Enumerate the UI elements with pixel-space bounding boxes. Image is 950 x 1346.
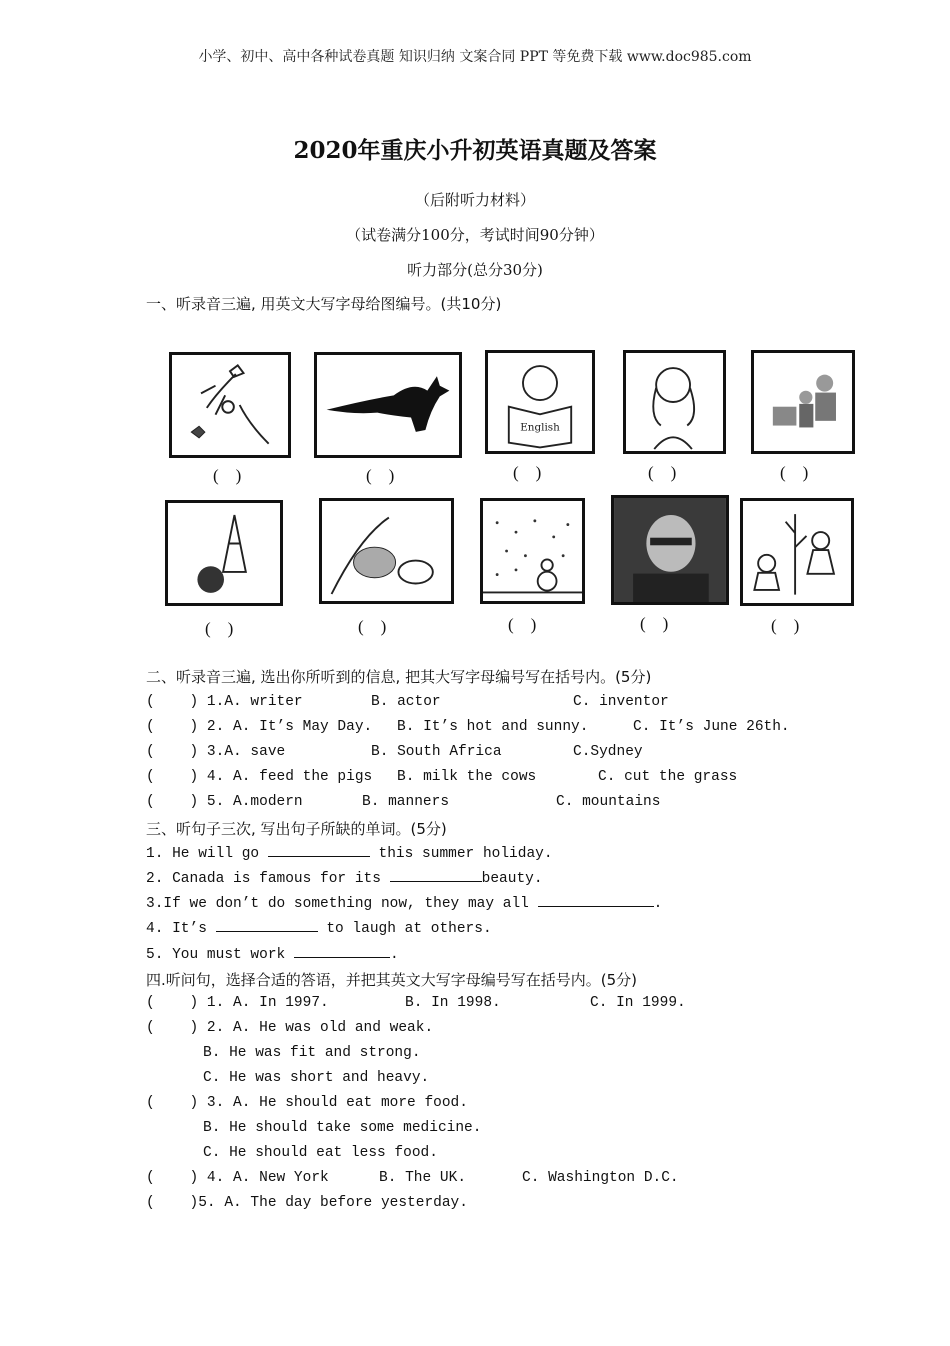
s2-q4-option-a: ( ) 4. A. feed the pigs [146, 769, 373, 785]
fill-blank[interactable] [390, 869, 482, 882]
s2-q5-option-a: ( ) 5. A.modern [146, 794, 303, 810]
s4-q3-option-c: C. He should eat less food. [203, 1145, 438, 1161]
s4-q3-option-b: B. He should take some medicine. [203, 1120, 482, 1136]
section4-heading: 四.听问句，选择合适的答语，并把其英文大写字母编号写在括号内。(5分) [146, 971, 638, 989]
s3-sentence-2: 2. Canada is famous for its beauty. [146, 871, 543, 887]
s2-q3-option-b: B. South Africa [371, 744, 502, 760]
section2-heading: 二、听录音三遍, 选出你所听到的信息, 把其大写字母编号写在括号内。(5分) [146, 668, 652, 686]
girl-reading-english-book-picture [485, 350, 595, 454]
answer-paren[interactable]: ( ) [640, 614, 669, 633]
kangaroo-picture [314, 352, 462, 458]
girl-thinking-picture [623, 350, 726, 454]
s4-q4-option-a: ( ) 4. A. New York [146, 1170, 329, 1186]
snowman-in-snow-picture [480, 498, 585, 604]
answer-paren[interactable]: ( ) [508, 615, 537, 634]
answer-paren[interactable]: ( ) [771, 616, 800, 635]
s3-sentence-3: 3.If we don’t do something now, they may all . [146, 896, 663, 912]
fill-blank[interactable] [216, 919, 318, 932]
section1-heading: 一、听录音三遍, 用英文大写字母给图编号。(共10分) [146, 295, 502, 313]
s4-q2-option-c: C. He was short and heavy. [203, 1070, 430, 1086]
s3-sentence-5: 5. You must work . [146, 947, 399, 963]
s2-q4-option-c: C. cut the grass [598, 769, 738, 785]
s2-q5-option-b: B. manners [362, 794, 450, 810]
s2-q1-option-b: B. actor [371, 694, 441, 710]
s2-q2-option-a: ( ) 2. A. It’s May Day. [146, 719, 373, 735]
answer-paren[interactable]: ( ) [780, 463, 809, 482]
answer-paren[interactable]: ( ) [205, 619, 234, 638]
people-at-bench-picture [751, 350, 855, 454]
s2-q1-option-c: C. inventor [573, 694, 669, 710]
fill-blank[interactable] [294, 945, 390, 958]
answer-paren[interactable]: ( ) [358, 617, 387, 636]
answer-paren[interactable]: ( ) [213, 466, 242, 485]
s4-q1-option-a: ( ) 1. A. In 1997. [146, 995, 329, 1011]
s4-q4-option-c: C. Washington D.C. [522, 1170, 679, 1186]
s4-q1-option-b: B. In 1998. [405, 995, 501, 1011]
eiffel-tower-boy-picture [165, 500, 283, 606]
s2-q3-option-c: C.Sydney [573, 744, 643, 760]
s3-sentence-4: 4. It’s to laugh at others. [146, 921, 492, 937]
s2-q2-option-b: B. It’s hot and sunny. [397, 719, 589, 735]
s4-q5-option-a: ( )5. A. The day before yesterday. [146, 1195, 468, 1211]
s2-q3-option-a: ( ) 3.A. save [146, 744, 286, 760]
answer-paren[interactable]: ( ) [648, 463, 677, 482]
book-title-text: English [520, 421, 560, 434]
s2-q2-option-c: C. It’s June 26th. [633, 719, 790, 735]
subtitle-listening-part: 听力部分(总分30分) [407, 261, 543, 279]
section3-heading: 三、听句子三次, 写出句子所缺的单词。(5分) [146, 820, 447, 838]
s4-q2-option-b: B. He was fit and strong. [203, 1045, 421, 1061]
s4-q1-option-c: C. In 1999. [590, 995, 686, 1011]
page-title: 2020年重庆小升初英语真题及答案 [293, 137, 657, 164]
s2-q5-option-c: C. mountains [556, 794, 661, 810]
s3-sentence-1: 1. He will go this summer holiday. [146, 846, 553, 862]
s4-q4-option-b: B. The UK. [379, 1170, 467, 1186]
answer-paren[interactable]: ( ) [513, 463, 542, 482]
subtitle-listening-material: （后附听力材料） [414, 191, 535, 209]
s2-q4-option-b: B. milk the cows [397, 769, 537, 785]
stephen-hawking-photo [611, 495, 729, 605]
s4-q3-option-a: ( ) 3. A. He should eat more food. [146, 1095, 468, 1111]
s2-q1-option-a: ( ) 1.A. writer [146, 694, 303, 710]
fill-blank[interactable] [268, 844, 370, 857]
fill-blank[interactable] [538, 894, 654, 907]
answer-paren[interactable]: ( ) [366, 466, 395, 485]
children-planting-tree-picture [740, 498, 854, 606]
s4-q2-option-a: ( ) 2. A. He was old and weak. [146, 1020, 434, 1036]
page-header: 小学、初中、高中各种试卷真题 知识归纳 文案合同 PPT 等免费下载 www.doc985.com [198, 49, 752, 65]
turtle-and-dog-picture [319, 498, 454, 604]
falling-boy-picture [169, 352, 291, 458]
subtitle-score-time: （试卷满分100分，考试时间90分钟） [346, 226, 604, 244]
